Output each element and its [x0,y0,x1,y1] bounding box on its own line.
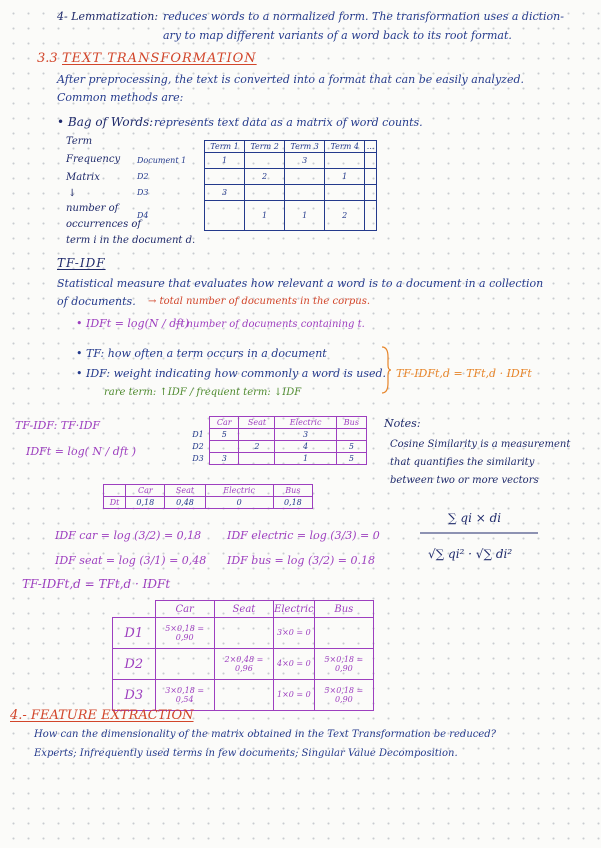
tfidf-heading: TF-IDF [57,256,106,270]
section-number: 3.3 [37,51,58,66]
lemmatization-line2: ary to map different variants of a word back to its root format. [163,29,512,42]
table-cell [325,185,365,201]
table-cell [365,201,377,231]
table-header-cell: Seat [214,601,273,618]
table-row [137,153,377,169]
table-row [187,429,367,441]
table-header-cell: Seat [239,417,275,429]
example-tfidf-formula: TF-IDFt,d = TFt,d · IDFt [22,577,171,591]
side-note-4: number of [66,203,119,214]
tfidf-desc2: of documents. [57,295,136,308]
side-note-arrow: ↓ [68,188,77,199]
table-header-cell: Car [126,485,165,497]
table-cell: 1 [285,201,325,231]
tf-definition: • TF: how often a term occurs in a document [76,347,327,360]
rare-frequent-note: rare term: ↑IDF / frequent term: ↓IDF [104,387,302,398]
table-cell: 4 [275,441,336,453]
lemmatization-label: 4- Lemmatization: [57,10,159,23]
example-label: TF-IDF: TF·IDF [15,419,101,432]
table-cell [336,429,366,441]
notes-line3: between two or more vectors [390,475,539,486]
table-cell [285,185,325,201]
table-header-cell: Electric [205,485,273,497]
table-cell [285,169,325,185]
example-idf-formula: IDFt = log( N / dft ) [26,445,137,458]
table-header-cell: Term 3 [285,141,325,153]
row-label: Dt [104,497,126,509]
table-row [137,185,377,201]
row-label: D3 [113,680,156,711]
table-cell [204,169,244,185]
table-cell [214,680,273,711]
table-cell [239,429,275,441]
table-cell: 3×0,18 = 0,54 [155,680,214,711]
table-row [137,169,377,185]
intro-line1: After preprocessing, the text is converted into a format that can be easily analyzed. [57,73,524,86]
table-row [113,649,374,680]
table-cell [239,453,275,465]
table-row [113,680,374,711]
table-row [137,201,377,231]
table-cell: 5 [336,453,366,465]
table-header-cell: Bus [314,601,373,618]
table-cell: 5 [210,429,239,441]
feature-extraction-heading: 4.- FEATURE EXTRACTION [10,708,194,723]
row-label: D1 [113,618,156,649]
table-cell: 1×0 = 0 [274,680,315,711]
table-cell [314,618,373,649]
total-docs-note: → total number of documents in the corpus. [148,296,371,307]
table-cell: 3 [210,453,239,465]
table-header-cell: Term 4 [325,141,365,153]
table-cell [214,618,273,649]
table-header-cell: Car [210,417,239,429]
table-row [187,441,367,453]
side-note-5: occurrences of [66,219,142,230]
feature-extraction-line1: How can the dimensionality of the matrix obtained in the Text Transformation be reduced? [34,729,497,740]
tfidf-combined-formula: TF-IDFt,d = TFt,d · IDFt [396,367,532,380]
row-label: D3 [137,188,149,197]
idf-definition: • IDF: weight indicating how commonly a word is used. [76,367,387,380]
table-header-cell [113,601,156,618]
table-cell: 5 [336,441,366,453]
idf-calc-car: IDF car = log (3/2) = 0,18 [55,529,202,542]
idf-calc-seat: IDF seat = log (3/1) = 0,48 [55,554,207,567]
docs-with-term-note: → number of documents containing t. [175,319,365,330]
row-label: D2 [113,649,156,680]
table-cell [325,153,365,169]
table-cell: 1 [245,201,285,231]
cosine-denominator: √∑ qi² · √∑ di² [428,547,513,561]
feature-extraction-line2: Experts; Infrequently used terms in few documents; Singular Value Decomposition. [34,748,458,759]
table-cell: 2×0,48 = 0,96 [214,649,273,680]
table-cell: 1 [204,153,244,169]
fraction-bar [420,531,540,535]
table-cell: 2 [245,169,285,185]
row-label: D4 [137,211,149,220]
table-cell: 5×0,18 = 0,90 [155,618,214,649]
row-label: D3 [192,454,204,463]
table-cell [204,201,244,231]
table-cell: 2 [239,441,275,453]
table-header-cell: Term 2 [245,141,285,153]
table-cell: 4×0 = 0 [274,649,315,680]
table-cell: 1 [275,453,336,465]
intro-line2: Common methods are: [57,91,184,104]
idf-formula: • IDFt = log(N / dft) [76,317,190,330]
bow-label: • Bag of Words: [57,115,154,129]
tfidf-desc1: Statistical measure that evaluates how relevant a word is to a document in a collection [57,277,544,290]
result-table [112,600,374,711]
idf-calc-electric: IDF electric = log (3/3) = 0 [227,529,380,542]
table-header-cell [137,141,204,153]
table-cell: 3×0 = 0 [274,618,315,649]
table-header-cell: Car [155,601,214,618]
idf-calc-bus: IDF bus = log (3/2) = 0.18 [227,554,375,567]
counts-table [187,416,367,465]
table-header-cell [104,485,126,497]
table-cell: 0 [205,497,273,509]
table-cell: 0,48 [165,497,205,509]
table-header-cell: Bus [336,417,366,429]
bow-desc: represents text data as a matrix of word counts. [154,116,423,129]
row-label: D2 [192,442,204,451]
table-cell [210,441,239,453]
table-row [113,618,374,649]
table-cell: 0,18 [273,497,312,509]
table-header-cell: Electric [274,601,315,618]
table-cell: 2 [325,201,365,231]
row-label: D2 [137,172,149,181]
side-note-6: term i in the document d. [66,235,196,246]
table-row [104,497,313,509]
table-header-cell: Seat [165,485,205,497]
side-note-0: Term [66,136,93,147]
table-row [187,453,367,465]
table-header-cell [187,417,210,429]
row-label: D1 [192,430,204,439]
table-header-cell: Bus [273,485,312,497]
side-note-1: Frequency [66,154,121,165]
idf-table [103,484,313,509]
table-cell: 3 [285,153,325,169]
row-label: Document 1 [137,156,187,165]
table-cell: 0,18 [126,497,165,509]
lemmatization-line1: reduces words to a normalized form. The transformation uses a diction- [163,10,564,23]
table-cell: 5×0,18 = 0,90 [314,649,373,680]
table-cell [365,185,377,201]
side-note-2: Matrix [66,172,100,183]
table-header-cell: ... [365,141,377,153]
table-cell: 1 [325,169,365,185]
section-heading: TEXT TRANSFORMATION [62,51,257,66]
brace-icon [380,345,392,395]
bow-table [137,140,377,231]
table-cell [245,185,285,201]
table-header-cell: Term 1 [204,141,244,153]
table-cell [155,649,214,680]
notes-line1: Cosine Similarity is a measurement [390,439,571,450]
notes-line2: that quantifies the similarity [390,457,535,468]
table-header-cell: Electric [275,417,336,429]
table-cell: 3 [204,185,244,201]
table-cell [365,153,377,169]
table-cell: 3 [275,429,336,441]
table-cell: 5×0,18 = 0,90 [314,680,373,711]
table-cell [245,153,285,169]
cosine-numerator: ∑ qi × di [448,511,502,525]
table-cell [365,169,377,185]
notes-title: Notes: [384,417,421,430]
